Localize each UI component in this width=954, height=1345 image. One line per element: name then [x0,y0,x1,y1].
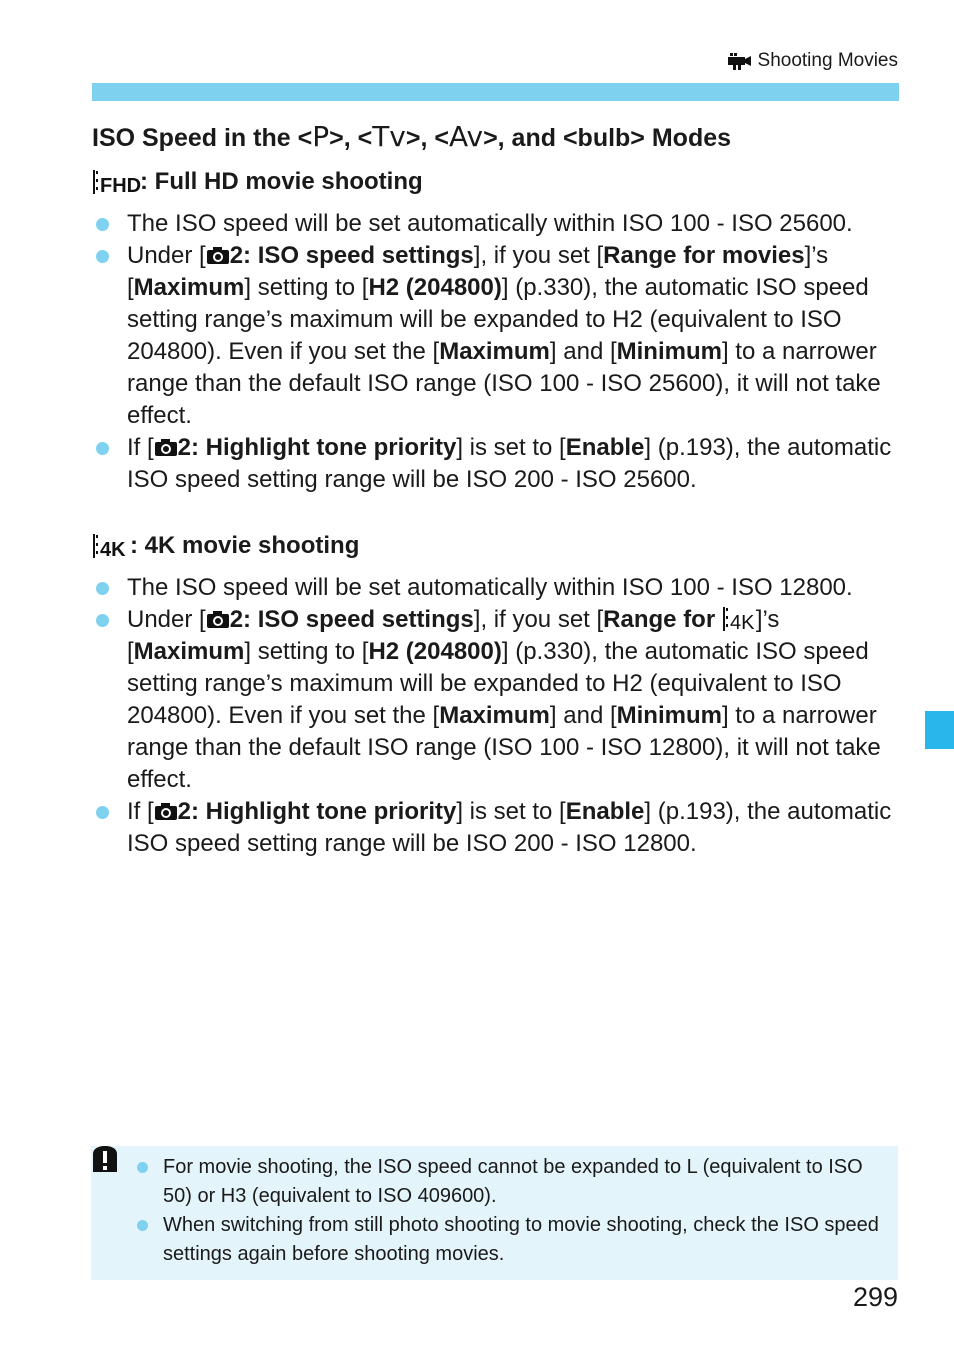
menu-ref: Range for [603,606,722,633]
list-item: For movie shooting, the ISO speed cannot be expanded to L (equivalent to ISO 50) or H3 (equivalent to ISO 409600). [132,1153,892,1211]
menu-ref: Minimum [616,338,722,365]
menu-ref: Maximum [439,702,550,729]
title-sep: >, < [329,124,373,152]
full-hd-icon [92,168,142,197]
menu-ref: Range for movies [603,242,805,269]
menu-ref: 2: ISO speed settings [229,242,474,269]
caution-icon [90,1145,120,1175]
list-item: When switching from still photo shooting to movie shooting, check the ISO speed settings again before shooting movies. [132,1211,892,1269]
bullet-text: ] (p.193), the automatic ISO speed setting range will be ISO 200 - ISO 12800. [127,798,892,857]
bullet-text: ]’s [ [127,242,829,301]
menu-ref: Maximum [133,638,245,665]
bullet-text: Under [ [127,242,206,269]
running-header [728,50,898,72]
list-item [92,572,904,604]
menu-ref: Minimum [616,702,722,729]
fourk-bullets [92,572,904,860]
menu-ref: H2 (204800) [368,638,502,665]
fhd-heading-text: : Full HD movie shooting [140,168,423,195]
header-bar [92,83,899,101]
bullet-text: ] and [ [549,702,617,729]
bullet-text: ] setting to [ [244,274,369,301]
bullet-text: ], if you set [ [473,242,604,269]
bullet-text: If [ [127,798,154,825]
bullet-text: ] (p.330), the automatic ISO speed setting range’s maximum will be expanded to H2 (equivalent to ISO 204800). Even if you set the [ [127,274,869,365]
bullet-text: ], if you set [ [473,606,604,633]
mode-tv: Tv [372,120,406,153]
fhd-bullets [92,208,904,496]
list-item [92,796,904,860]
svg-text:FHD: FHD [100,175,142,197]
bullet-text: If [ [127,434,154,461]
bullet-text: ] is set to [ [456,434,566,461]
bullet-text: The ISO speed will be set automatically within ISO 100 - ISO 12800. [127,574,853,601]
list-item [92,604,904,796]
caution-notes [132,1153,892,1269]
fhd-heading [92,168,423,196]
chapter-side-tab [925,711,954,749]
4k-icon [722,606,756,632]
list-item [92,432,904,496]
camera-icon [154,437,178,457]
page-number: 299 [852,1282,898,1312]
menu-ref: H2 (204800) [368,274,502,301]
bullet-text: ] and [ [549,338,617,365]
section-label: Shooting Movies [757,50,898,71]
menu-ref: Enable [565,434,645,461]
bullet-text: ] to a narrower range than the default ISO range (ISO 100 - ISO 25600), it will not take effect. [127,338,881,429]
section-title [92,120,731,153]
movie-camera-icon [728,52,752,70]
svg-text:4K: 4K [729,612,755,634]
title-suffix: >, and <bulb> Modes [483,124,732,152]
svg-text:4K: 4K [100,539,126,561]
bullet-text: Under [ [127,606,206,633]
menu-ref: 2: Highlight tone priority [177,798,457,825]
bullet-text: ] to a narrower range than the default ISO range (ISO 100 - ISO 12800), it will not take effect. [127,702,881,793]
menu-ref: Enable [565,798,645,825]
camera-icon [154,801,178,821]
mode-av: Av [448,120,484,153]
4k-icon [92,532,126,560]
bullet-text: ] (p.330), the automatic ISO speed setting range’s maximum will be expanded to H2 (equivalent to ISO 204800). Even if you set the [ [127,638,869,729]
menu-ref: Maximum [133,274,245,301]
camera-icon [206,609,230,629]
menu-ref: 2: ISO speed settings [229,606,474,633]
bullet-text: ] is set to [ [456,798,566,825]
menu-ref: Maximum [439,338,550,365]
fourk-heading-text: : 4K movie shooting [130,532,360,559]
title-prefix: ISO Speed in the < [92,124,313,152]
bullet-text: ] setting to [ [244,638,369,665]
bullet-text: ]’s [ [127,606,780,665]
camera-icon [206,245,230,265]
list-item [92,208,904,240]
bullet-text: ] (p.193), the automatic ISO speed setting range will be ISO 200 - ISO 25600. [127,434,892,493]
mode-p: P [312,120,330,153]
bullet-text: The ISO speed will be set automatically within ISO 100 - ISO 25600. [127,210,853,237]
fourk-heading [92,532,359,560]
list-item [92,240,904,432]
title-sep: >, < [405,124,449,152]
menu-ref: 2: Highlight tone priority [177,434,457,461]
